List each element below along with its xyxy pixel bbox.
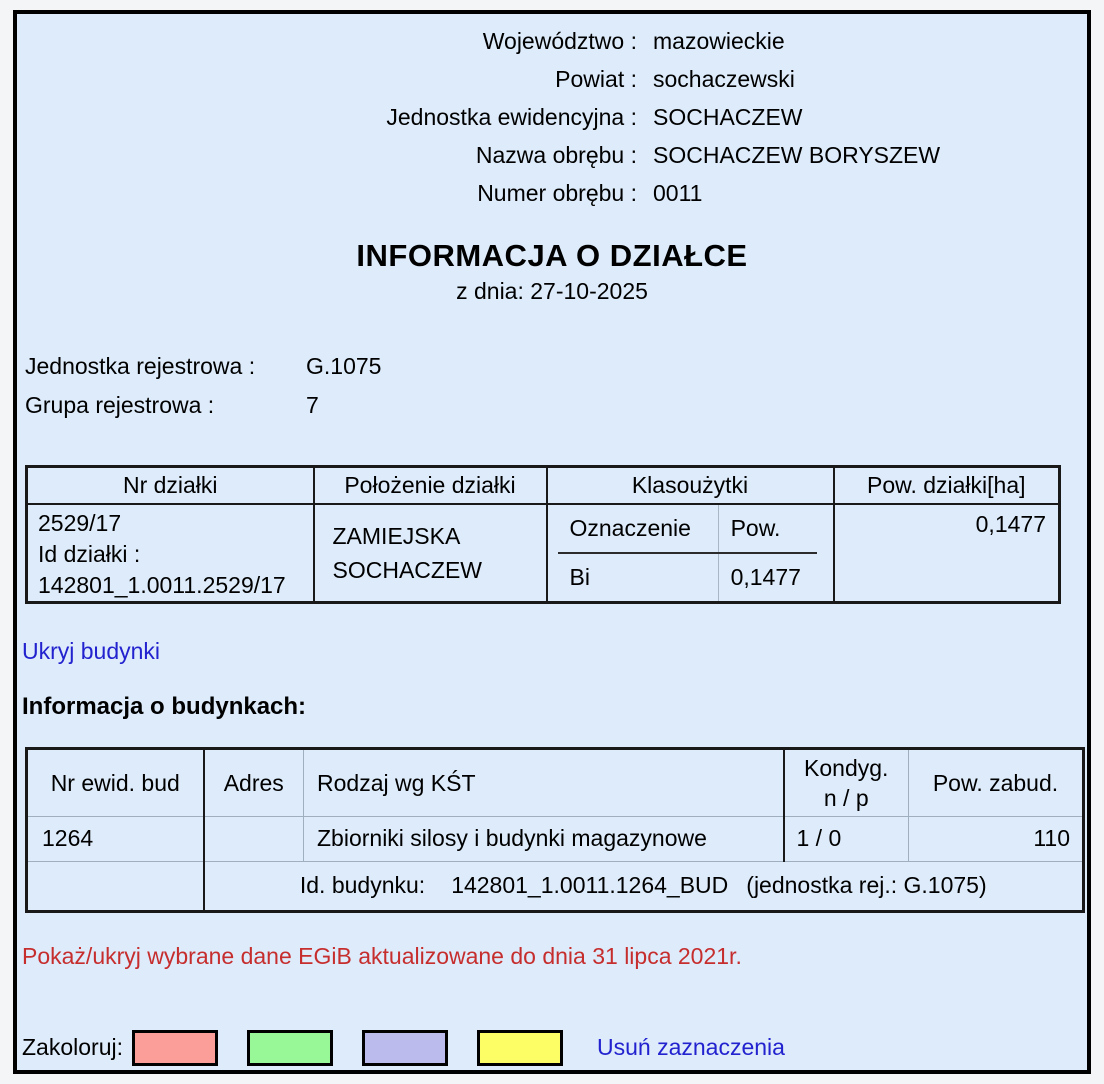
building-row [27, 816, 1084, 861]
info-panel [13, 10, 1091, 1074]
col-nr-ewid-bud: Nr ewid. bud [27, 748, 204, 816]
header-row-jednostka-ewidencyjna [17, 98, 1087, 136]
building-id-empty-cell [27, 861, 204, 911]
nazwa-obrebu-label: Nazwa obrębu : [475, 142, 637, 168]
parcel-table [25, 465, 1061, 604]
yellow-swatch-button[interactable] [477, 1030, 563, 1066]
parcel-id-value: 142801_1.0011.2529/17 [38, 571, 286, 598]
col-polozenie-dzialki: Położenie działki [314, 467, 547, 504]
wojewodztwo-label: Województwo : [482, 28, 637, 54]
header-row-nazwa-obrebu [17, 136, 1087, 174]
buildings-table-header-row [27, 748, 1084, 816]
wojewodztwo-value: mazowieckie [653, 28, 785, 54]
buildings-table [25, 747, 1085, 913]
jednostka-ewidencyjna-value: SOCHACZEW [653, 104, 803, 130]
building-id-label: Id. budynku: [299, 872, 426, 898]
jednostka-rejestrowa-value: G.1075 [306, 353, 382, 379]
clear-selection-link[interactable]: Usuń zaznaczenia [596, 1034, 785, 1060]
col-klasouzytki: Klasoużytki [547, 467, 834, 504]
col-nr-dzialki: Nr działki [27, 467, 314, 504]
building-number: 1264 [27, 816, 204, 861]
col-pow-zabud: Pow. zabud. [909, 748, 1084, 816]
jednostka-ewidencyjna-label: Jednostka ewidencyjna : [386, 104, 637, 130]
register-row-grupa [25, 386, 381, 425]
building-id-row [27, 861, 1084, 911]
page-title: INFORMACJA O DZIAŁCE [356, 238, 748, 273]
oznaczenie-header: Oznaczenie [558, 505, 719, 553]
col-kondygnacje [784, 748, 909, 816]
building-id-cell [204, 861, 1084, 911]
purple-swatch-button[interactable] [362, 1030, 448, 1066]
header-row-numer-obrebu [17, 174, 1087, 212]
grupa-rejestrowa-label: Grupa rejestrowa : [25, 392, 215, 418]
col-pow-dzialki: Pow. działki[ha] [834, 467, 1060, 504]
powiat-label: Powiat : [555, 66, 637, 92]
egib-data-toggle[interactable]: Pokaż/ukryj wybrane dane EGiB aktualizowane do dnia 31 lipca 2021r. [22, 942, 742, 969]
numer-obrebu-label: Numer obrębu : [477, 180, 637, 206]
register-fields [25, 347, 381, 425]
building-id-value: 142801_1.0011.1264_BUD [451, 872, 729, 898]
building-storeys: 1 / 0 [784, 816, 909, 861]
kondyg-line-2: n / p [823, 784, 869, 811]
parcel-number-cell [27, 504, 314, 603]
jednostka-rejestrowa-label: Jednostka rejestrowa : [25, 353, 256, 379]
col-rodzaj-kst: Rodzaj wg KŚT [304, 748, 784, 816]
col-adres: Adres [204, 748, 304, 816]
building-area: 110 [909, 816, 1084, 861]
building-id-extra: (jednostka rej.: G.1075) [746, 872, 987, 898]
kondyg-line-1: Kondyg. [804, 754, 889, 781]
grupa-rejestrowa-value: 7 [306, 392, 319, 418]
location-line-1: ZAMIEJSKA [332, 522, 461, 549]
numer-obrebu-value: 0011 [653, 180, 703, 206]
nazwa-obrebu-value: SOCHACZEW BORYSZEW [653, 142, 941, 168]
report-date: z dnia: 27-10-2025 [456, 278, 648, 304]
parcel-table-row [27, 504, 1060, 603]
pow-header: Pow. [718, 505, 816, 553]
parcel-area-value: 0,1477 [834, 504, 1060, 603]
parcel-location-cell [314, 504, 547, 603]
green-swatch-button[interactable] [247, 1030, 333, 1066]
parcel-table-header-row [27, 467, 1060, 504]
colorize-label: Zakoloruj: [22, 1034, 123, 1060]
building-address [204, 816, 304, 861]
hide-buildings-link[interactable]: Ukryj budynki [22, 637, 161, 664]
register-row-jednostka [25, 347, 381, 386]
red-swatch-button[interactable] [132, 1030, 218, 1066]
powiat-value: sochaczewski [653, 66, 795, 92]
colorize-toolbar [22, 1030, 1087, 1066]
location-header [17, 22, 1087, 212]
building-type: Zbiorniki silosy i budynki magazynowe [304, 816, 784, 861]
buildings-section-heading: Informacja o budynkach: [22, 692, 307, 720]
land-use-code: Bi [558, 553, 719, 601]
location-line-2: SOCHACZEW [332, 556, 482, 583]
parcel-id-label: Id działki : [38, 540, 141, 567]
land-use-row [558, 553, 817, 601]
land-use-subtable [558, 505, 817, 601]
header-row-powiat [17, 60, 1087, 98]
land-use-header-row [558, 505, 817, 553]
header-row-wojewodztwo [17, 22, 1087, 60]
land-use-area: 0,1477 [730, 563, 801, 590]
land-use-cell [547, 504, 834, 603]
parcel-number: 2529/17 [38, 509, 122, 536]
